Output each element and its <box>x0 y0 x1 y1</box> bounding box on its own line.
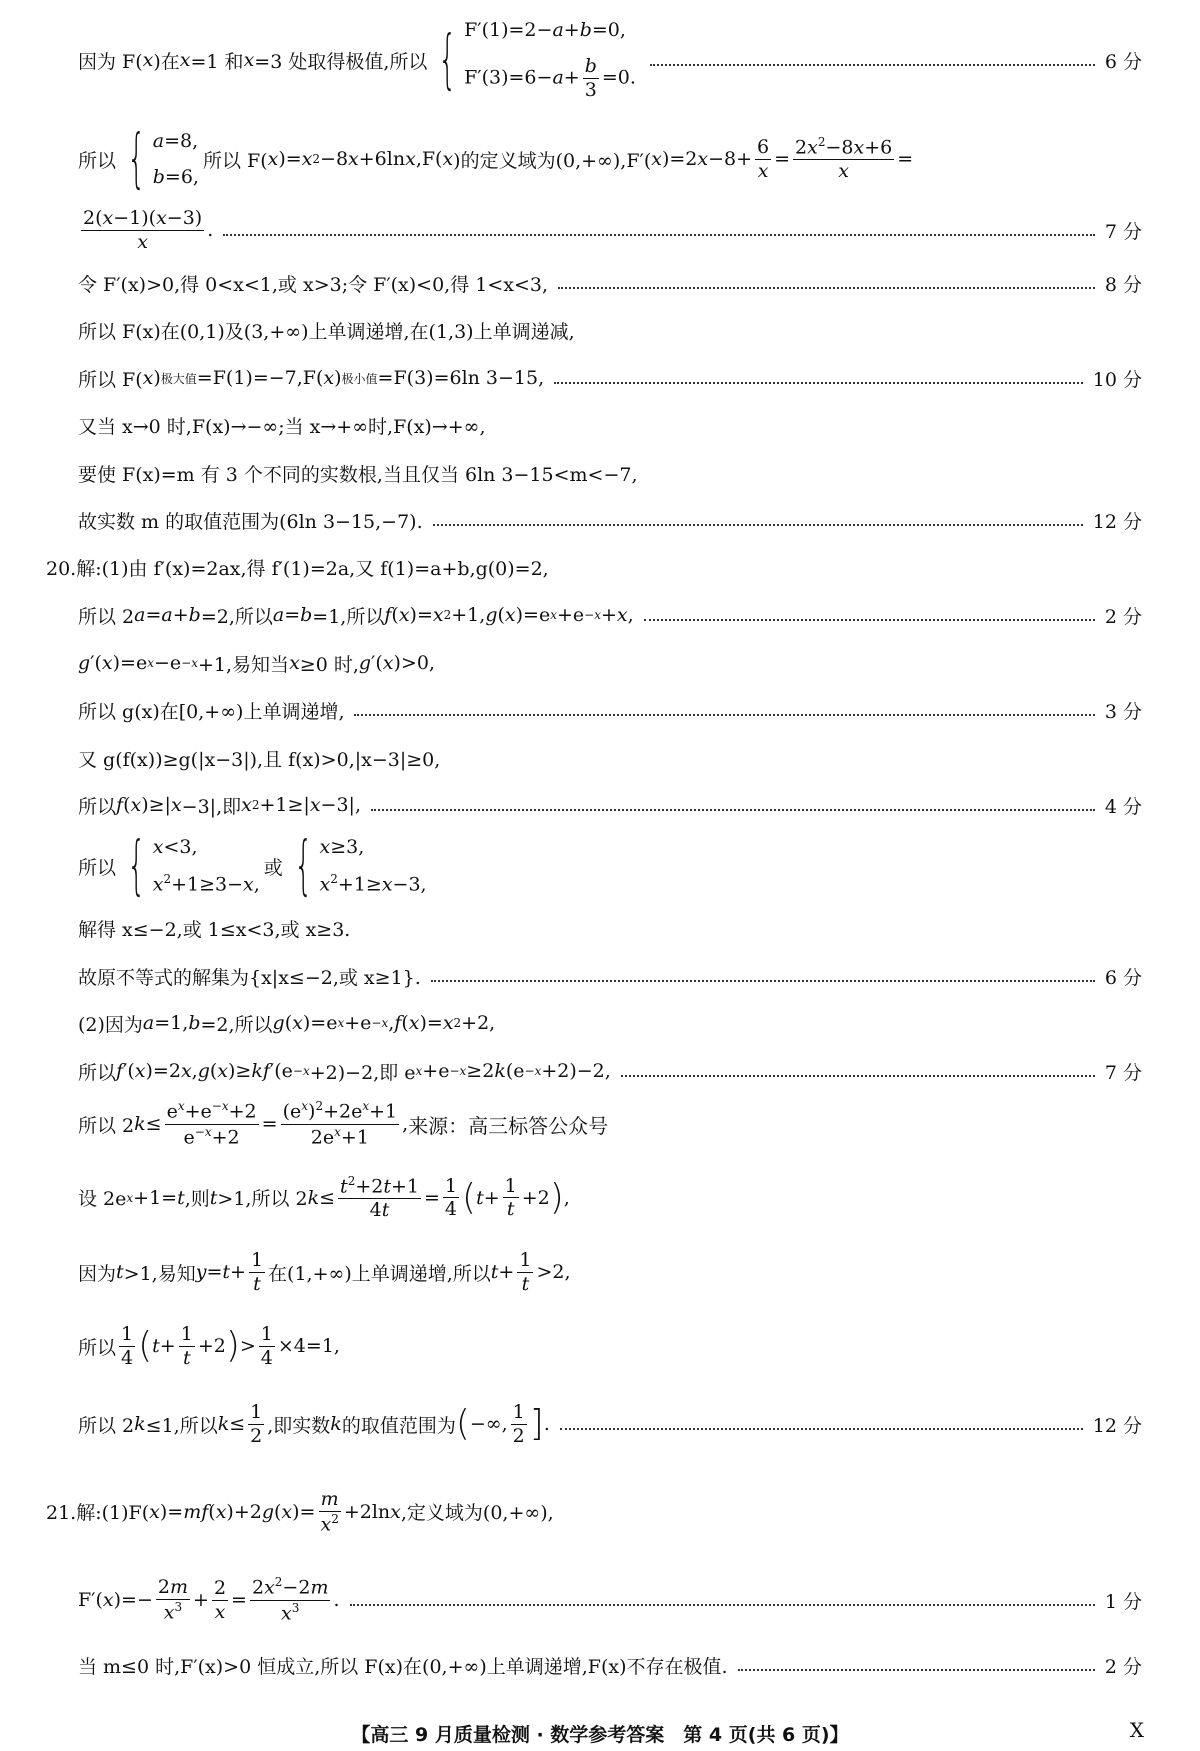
score-label: 3 分 <box>1104 700 1142 723</box>
answer-line: 2(x−1)(x−3) x . 7 分 <box>83 206 1142 253</box>
score-label: 1 分 <box>1104 1590 1142 1613</box>
score-label: 2 分 <box>1104 605 1142 628</box>
answer-line: 所以 2 a = a + b =2,所以 a = b =1,所以 f ( x )= x 2 +1, g ( x )=e x +e −x + x , 2 分 <box>78 600 1142 630</box>
source-note: 来源：高三标答公众号 <box>408 1113 609 1138</box>
answer-line: (2)因为 a =1, b =2,所以 g ( x )=e x +e −x , f ( x )= x 2 +2, <box>78 1012 496 1036</box>
answer-line: 所以 g(x)在[0,+∞)上单调递增, 3 分 <box>78 695 1142 725</box>
answer-line: g ′( x )=e x −e −x +1,易知当 x ≥0 时, g ′( x )>0, <box>78 652 435 676</box>
answer-line: 故原不等式的解集为{x|x≤−2,或 x≥1}. 6 分 <box>78 961 1142 991</box>
answer-line: 解得 x≤−2,或 1≤x<3,或 x≥3. <box>78 918 351 941</box>
score-label: 7 分 <box>1104 220 1142 243</box>
answer-line: 所以 F(x)在(0,1)及(3,+∞)上单调递增,在(1,3)上单调递减, <box>78 320 575 343</box>
score-label: 10 分 <box>1092 368 1142 391</box>
corner-mark: X <box>1129 1718 1144 1742</box>
score-label: 8 分 <box>1104 273 1142 296</box>
score-label: 2 分 <box>1104 1655 1142 1678</box>
score-label: 12 分 <box>1092 510 1142 533</box>
page-footer: 【高三 9 月质量检测 · 数学参考答案 第 4 页(共 6 页)】 <box>351 1724 849 1746</box>
score-label: 6 分 <box>1104 966 1142 989</box>
answer-line: 故实数 m 的取值范围为(6ln 3−15,−7). 12 分 <box>78 505 1142 535</box>
question-20-start: 20.解:(1)由 f′(x)=2ax,得 f′(1)=2a,又 f(1)=a+b,g(0)=2, <box>46 557 549 580</box>
answer-line: 因为 t >1,易知 y = t + 1 t 在(1,+∞)上单调递增,所以 t + 1 t >2, <box>78 1248 571 1295</box>
answer-line: 所以 f ( x )≥| x −3|,即 x 2 +1≥| x −3|, 4 分 <box>78 790 1142 820</box>
answer-line: 因为 F( x )在 x =1 和 x =3 处取得极值,所以 { F′(1)=2−a+b=0, F′(3)=6−a+ $\frac{b}{3}$ =0. 6 分 <box>78 18 1142 101</box>
answer-line: 所以 { x<3, $x^2+1\ge 3-x$, 或 { x≥3, $x^2+1\ge x-3$, <box>78 829 427 903</box>
answer-line: 当 m≤0 时,F′(x)>0 恒成立,所以 F(x)在(0,+∞)上单调递增,F(x)不存在极值. 2 分 <box>78 1650 1142 1680</box>
answer-line: 所以 1 4 ( t + 1 t +2 ) > 1 4 ×4=1, <box>78 1322 340 1369</box>
answer-line: 所以 2 k ≤ $e^x+e^{-x}+2$ $e^{-x}+2$ = $(e^x)^2+2e^x+1$ $2e^x+1$ , 来源：高三标答公众号 <box>78 1099 609 1148</box>
answer-line: 所以 2 k ≤1,所以 k ≤ 1 2 ,即实数 k 的取值范围为 ( −∞, 1 2 ] . 12 分 <box>78 1400 1142 1447</box>
score-label: 7 分 <box>1104 1061 1142 1084</box>
answer-line: 所以 F( x ) 极大值 =F(1)=−7,F( x ) 极小值 =F(3)=6ln 3−15, 10 分 <box>78 363 1142 393</box>
question-21-start: 21.解:(1)F( x )= mf ( x )+2 g ( x )= m $x^2$ +2ln x ,定义域为(0,+∞), <box>46 1488 554 1536</box>
answer-line: 所以 { a=8, b=6, 所以 F( x )= x 2 −8 x +6ln x ,F( x )的定义域为(0,+∞),F′( x )=2 x −8+ 6 x = $2x^2-8x+6$ x = <box>78 122 914 196</box>
score-label: 4 分 <box>1104 795 1142 818</box>
answer-line: 要使 F(x)=m 有 3 个不同的实数根,当且仅当 6ln 3−15<m<−7, <box>78 463 638 486</box>
score-label: 6 分 <box>1104 50 1142 73</box>
answer-line: 令 F′(x)>0,得 0<x<1,或 x>3;令 F′(x)<0,得 1<x<3, 8 分 <box>78 268 1142 298</box>
score-label: 12 分 <box>1092 1414 1142 1437</box>
answer-line: 又 g(f(x))≥g(|x−3|),且 f(x)>0,|x−3|≥0, <box>78 748 441 771</box>
answer-line: 又当 x→0 时,F(x)→−∞;当 x→+∞时,F(x)→+∞, <box>78 415 486 438</box>
answer-line: 设 2e x +1= t ,则 t >1,所以 2 k ≤ $t^2+2t+1$ 4t = 1 4 ( t + 1 t +2 ) , <box>78 1174 570 1222</box>
answer-line: 所以 f ′( x )=2 x , g ( x )≥ kf ′(e −x +2)−2,即 e x +e −x ≥2 k (e −x +2)−2, 7 分 <box>78 1056 1142 1086</box>
answer-line: F′( x )=− 2m $x^3$ + 2 x = $2x^2-2m$ $x^3$ . 1 分 <box>78 1575 1142 1624</box>
